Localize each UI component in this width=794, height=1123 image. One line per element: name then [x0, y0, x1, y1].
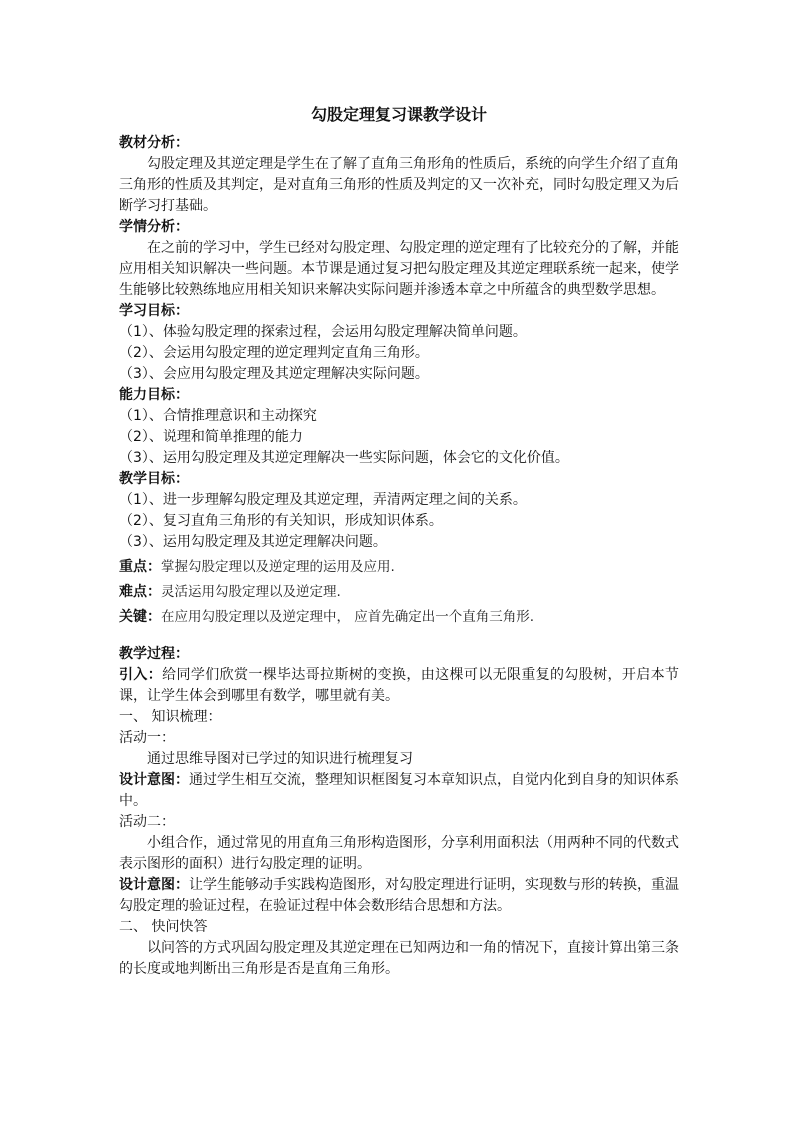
- crux-label: 关键：: [119, 609, 161, 625]
- process-heading: 教学过程：: [119, 646, 189, 662]
- crux: [119, 607, 679, 628]
- intro-paragraph: [119, 665, 679, 707]
- teaching-goal-item: （3）、运用勾股定理及其逆定理解决问题。: [119, 534, 387, 550]
- key-point-label: 重点：: [119, 559, 161, 575]
- design-intent-label: 设计意图：: [119, 877, 189, 893]
- learning-goal-item: （2）、会运用勾股定理的逆定理判定直角三角形。: [119, 345, 429, 361]
- design-intent-one: [119, 770, 679, 812]
- activity-two-text: 小组合作，通过常见的用直角三角形构造图形，分享利用面积法（用两种不同的代数式表示图形的面积）进行勾股定理的证明。: [119, 835, 679, 872]
- key-point-text: 掌握勾股定理以及逆定理的运用及应用.: [161, 559, 395, 575]
- learners-heading: 学情分析：: [119, 219, 189, 235]
- quick-qa-text: 以问答的方式巩固勾股定理及其逆定理在已知两边和一角的情况下，直接计算出第三条的长度或地判断出三角形是否是直角三角形。: [119, 940, 679, 977]
- difficulty-label: 难点：: [119, 584, 161, 600]
- document-title: 勾股定理复习课教学设计: [310, 105, 487, 124]
- design-intent-label: 设计意图：: [119, 772, 189, 788]
- document-page: [119, 104, 679, 980]
- ability-goal-item: （2）、说理和简单推理的能力: [119, 429, 303, 445]
- spacer: [119, 628, 679, 644]
- learning-goals-heading: 学习目标：: [119, 303, 189, 319]
- activity-one-label: 活动一：: [119, 730, 175, 746]
- ability-goal-item: （1）、合情推理意识和主动探究: [119, 408, 317, 424]
- learners-paragraph: 在之前的学习中，学生已经对勾股定理、勾股定理的逆定理有了比较充分的了解，并能应用相关知识解决一些问题。本节课是通过复习把勾股定理及其逆定理联系统一起来，使学生能够比较熟练地应用相关知识来解决实际问题并渗透本章之中所蕴含的典型数学思想。: [119, 240, 679, 298]
- design-intent-text: 让学生能够动手实践构造图形，对勾股定理进行证明，实现数与形的转换，重温勾股定理的验证过程，在验证过程中体会数形结合思想和方法。: [119, 877, 679, 914]
- ability-goal-item: （3）、运用勾股定理及其逆定理解决一些实际问题，体会它的文化价值。: [119, 450, 569, 466]
- intro-text: 给同学们欣赏一棵毕达哥拉斯树的变换，由这棵可以无限重复的勾股树，开启本节课，让学生体会到哪里有数学，哪里就有美。: [119, 667, 680, 704]
- analysis-paragraph: 勾股定理及其逆定理是学生在了解了直角三角形角的性质后，系统的向学生介绍了直角三角形的性质及其判定，是对直角三角形的性质及判定的又一次补充，同时勾股定理又为后断学习打基础。: [119, 156, 679, 214]
- activity-one-text: 通过思维导图对已学过的知识进行梳理复习: [147, 751, 413, 767]
- analysis-heading: 教材分析：: [119, 135, 189, 151]
- design-intent-text: 通过学生相互交流，整理知识框图复习本章知识点，自觉内化到自身的知识体系中。: [119, 772, 679, 809]
- design-intent-two: [119, 875, 679, 917]
- section-heading-quick-qa: 二、 快问快答: [119, 919, 208, 935]
- crux-text: 在应用勾股定理以及逆定理中， 应首先确定出一个直角三角形.: [161, 609, 535, 625]
- section-heading-knowledge: 一、 知识梳理：: [119, 709, 222, 725]
- ability-goals-heading: 能力目标：: [119, 387, 189, 403]
- learning-goal-item: （3）、会应用勾股定理及其逆定理解决实际问题。: [119, 366, 429, 382]
- teaching-goals-heading: 教学目标：: [119, 471, 189, 487]
- difficulty-text: 灵活运用勾股定理以及逆定理.: [161, 584, 341, 600]
- intro-label: 引入：: [119, 667, 163, 683]
- key-point: [119, 557, 679, 578]
- learning-goal-item: （1）、体验勾股定理的探索过程，会运用勾股定理解决简单问题。: [119, 324, 527, 340]
- difficulty: [119, 582, 679, 603]
- teaching-goal-item: （1）、进一步理解勾股定理及其逆定理，弄清两定理之间的关系。: [119, 492, 527, 508]
- teaching-goal-item: （2）、复习直角三角形的有关知识，形成知识体系。: [119, 513, 443, 529]
- activity-two-label: 活动二：: [119, 814, 175, 830]
